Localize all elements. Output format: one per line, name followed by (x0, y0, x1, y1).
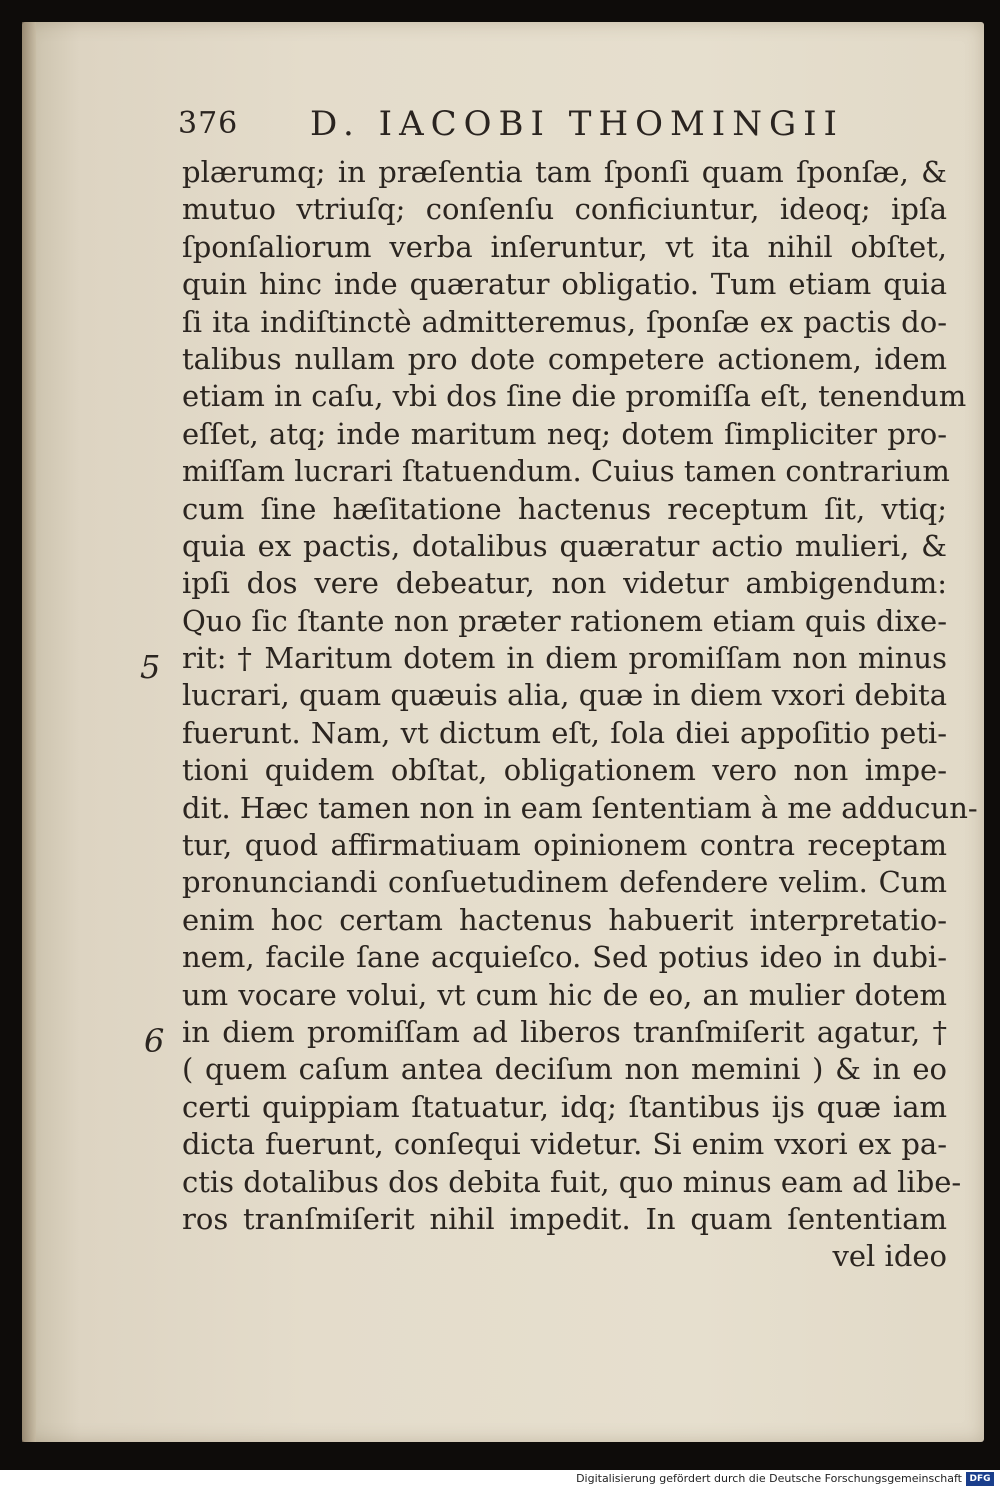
page-header (178, 104, 938, 146)
text-line: plærumq; in præſentia tam ſponſi quam ſponſæ, & (182, 155, 947, 189)
text-line: rit: † Maritum dotem in diem promiſſam non minus (182, 641, 947, 676)
text-line: miſſam lucrari ſtatuendum. Cuius tamen contrarium (182, 454, 950, 489)
text-line: quin hinc inde quæratur obligatio. Tum etiam quia (182, 267, 947, 302)
text-line: ipſi dos vere debeatur, non videtur ambigendum: (182, 566, 947, 601)
text-line: etiam in caſu, vbi dos ſine die promiſſa eſt, tenendum (182, 379, 967, 414)
text-line: ſi ita indiſtinctè admitteremus, ſponſæ ex pactis do- (182, 304, 947, 339)
margin-note-6: 6 (144, 1022, 165, 1060)
text-line: ſponſaliorum verba inſeruntur, vt ita nihil obſtet, (182, 229, 947, 264)
text-line: ( quem caſum antea deciſum non memini ) & in eo (182, 1052, 947, 1087)
text-line: enim hoc certam hactenus habuerit interpretatio- (182, 902, 947, 937)
text-line: mutuo vtriuſq; conſenſu conficiuntur, ideoq; ipſa (182, 192, 947, 227)
text-line: um vocare volui, vt cum hic de eo, an mulier dotem (182, 977, 947, 1012)
text-line: pronunciandi conſuetudinem defendere velim. Cum (182, 865, 947, 900)
text-line: dit. Hæc tamen non in eam ſententiam à me adducun- (182, 790, 978, 825)
text-line: Quo ſic ſtante non præter rationem etiam quis dixe- (182, 603, 947, 638)
catchword-line: vel ideo (832, 1239, 947, 1274)
footer-credit: Digitalisierung gefördert durch die Deutsche Forschungsgemeinschaft (576, 1472, 962, 1485)
text-line: fuerunt. Nam, vt dictum eſt, ſola diei appoſitio peti- (182, 715, 947, 750)
text-line: certi quippiam ſtatuatur, idq; ſtantibus ijs quæ iam (182, 1089, 947, 1124)
running-title: D. IACOBI THOMINGII (310, 104, 844, 144)
body-text (182, 154, 978, 1276)
text-line: tioni quidem obſtat, obligationem vero non impe- (182, 753, 947, 788)
text-line: dicta fuerunt, conſequi videtur. Si enim vxori ex pa- (182, 1127, 947, 1162)
text-line: lucrari, quam quæuis alia, quæ in diem vxori debita (182, 678, 947, 713)
page-binding-edge (22, 22, 36, 1442)
text-line: eſſet, atq; inde maritum neq; dotem ſimpliciter pro- (182, 416, 947, 451)
margin-note-5: 5 (140, 648, 161, 686)
text-line: talibus nullam pro dote competere actionem, idem (182, 341, 947, 376)
text-line: ros tranſmiſerit nihil impedit. In quam ſententiam (182, 1201, 947, 1236)
dfg-logo-icon: DFG (966, 1472, 994, 1486)
text-line: nem, facile ſane acquieſco. Sed potius ideo in dubi- (182, 940, 947, 975)
text-line: in diem promiſſam ad liberos tranſmiſerit agatur, † (182, 1014, 947, 1049)
text-line: cum ſine hæſitatione hactenus receptum ſit, vtiq; (182, 491, 947, 526)
text-line: quia ex pactis, dotalibus quæratur actio mulieri, & (182, 528, 947, 563)
text-line: ctis dotalibus dos debita fuit, quo minus eam ad libe- (182, 1164, 962, 1199)
footer-bar (0, 1470, 1000, 1489)
text-line: tur, quod affirmatiuam opinionem contra receptam (182, 828, 947, 863)
page-number: 376 (178, 106, 239, 141)
